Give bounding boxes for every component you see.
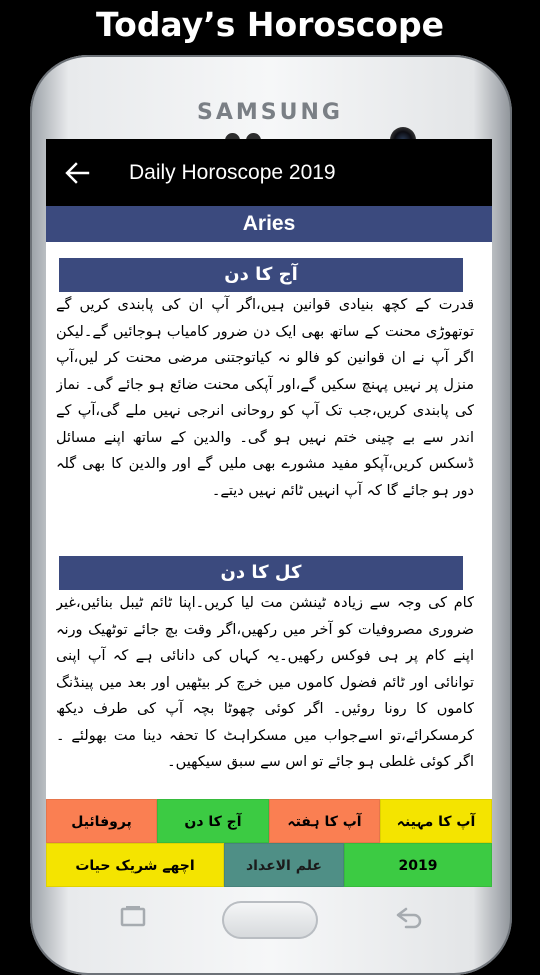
hw-back-icon[interactable]	[392, 905, 424, 929]
nav-life-partner-button[interactable]: اچھے شریک حیات	[46, 843, 224, 887]
app-bar-title: Daily Horoscope 2019	[129, 161, 336, 184]
home-button[interactable]	[222, 901, 318, 939]
nav-numerology-button[interactable]: علم الاعداد	[224, 843, 344, 887]
device-brand: SAMSUNG	[197, 100, 343, 125]
nav-2019-button[interactable]: 2019	[344, 843, 492, 887]
app-bar	[46, 139, 492, 206]
arrow-left-icon[interactable]	[64, 161, 90, 185]
promo-title: Today’s Horoscope	[96, 5, 444, 44]
section-heading-today: آج کا دن	[59, 258, 463, 292]
nav-today-button[interactable]: آج کا دن	[157, 799, 269, 843]
section-text-tomorrow: کام کی وجہ سے زیادہ ٹینشن مت لیا کریں۔اپنا ٹائم ٹیبل بنائیں،غیر ضروری مصروفیات کو آخر میں رکھیں،اگر وقت بچ جائے توٹھیک ورنہ اپنے کام پر ہی فوکس رکھیں۔یہ کہاں کی دانائی ہے کہ آپ اپنی توانائی اور ٹائم فضول کاموں میں خرچ کر بیٹھیں اور بعد میں پینڈنگ کاموں کا رونا روئیں۔ اگر کوئی چھوٹا بچہ آپ کی طرف دیکھ کرمسکرائے،تو اسےجواب میں مسکراہٹ کا تحفہ دینا مت بھولئے ۔ اگر کوئی غلطی ہو جائے تو اس سے سبق سیکھیں۔	[56, 595, 474, 770]
recent-apps-icon[interactable]	[118, 905, 148, 929]
zodiac-sign-title: Aries	[46, 206, 492, 242]
section-heading-tomorrow: کل کا دن	[59, 556, 463, 590]
nav-profile-button[interactable]: پروفائیل	[46, 799, 157, 843]
bottom-nav-grid	[46, 799, 492, 887]
nav-week-button[interactable]: آپ کا ہفتہ	[269, 799, 380, 843]
nav-month-button[interactable]: آپ کا مہینہ	[380, 799, 492, 843]
section-text-today: قدرت کے کچھ بنیادی قوانین ہیں،اگر آپ ان کی پابندی کریں گے توتھوڑی محنت کے ساتھ بھی ایک دن ضرور کامیاب ہوجائیں گے۔لیکن اگر آپ نے ان قوانین کو فالو نہ کیاتوجتنی مرضی محنت کر لیں،آپ منزل پر نہیں پہنچ سکیں گے،اور آپکی محنت ضائع ہو جائے گی۔ نماز کی پابندی کریں،جب تک آپ کو روحانی انرجی نہیں ملے گی،آپ کے اندر سے بے چینی ختم نہیں ہو گی۔ والدین کے ساتھ اپنے مسائل ڈسکس کریں،آپکو مفید مشورے بھی ملیں گے اور والدین کا بھی گلہ دور ہو جائے گا کہ آپ انہیں ٹائم نہیں دیتے۔	[56, 297, 474, 499]
app-screen	[46, 139, 492, 887]
